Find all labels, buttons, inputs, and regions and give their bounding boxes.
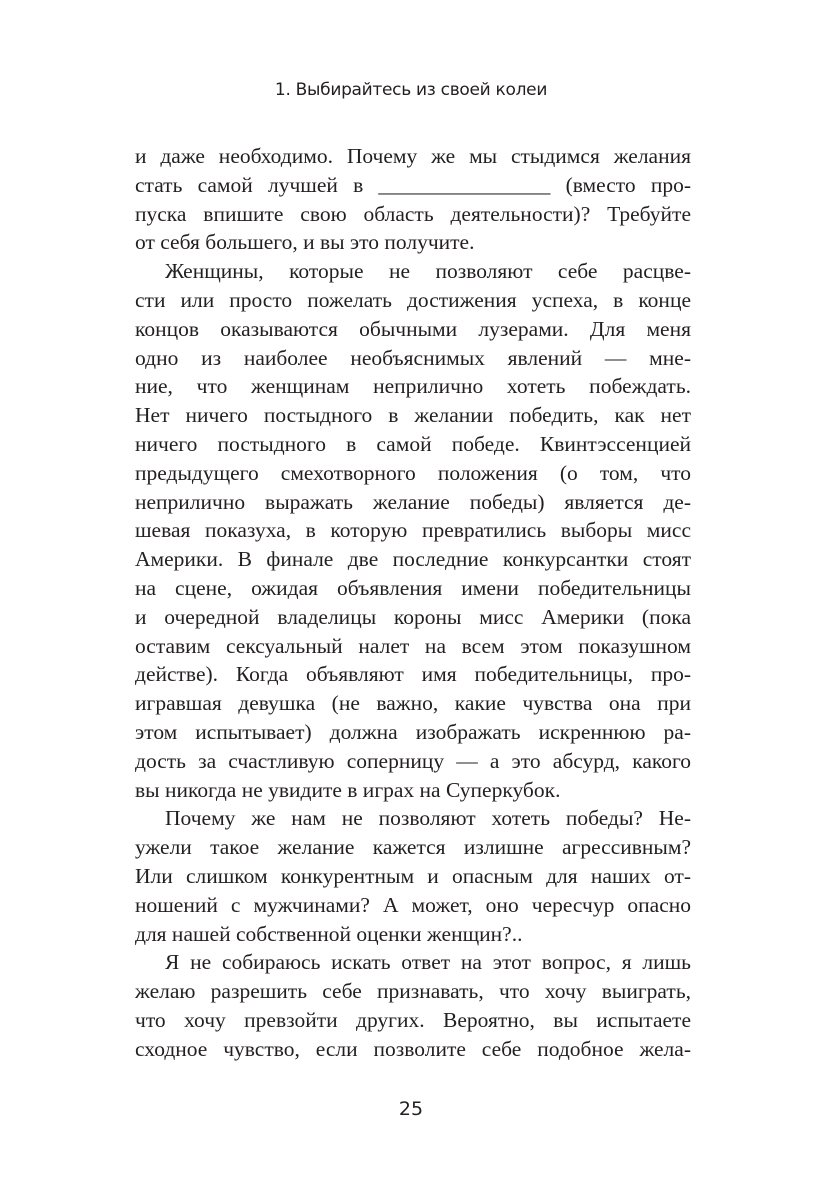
text-line: одно из наиболее необъяснимых явлений — мне- bbox=[135, 345, 691, 370]
text-line: Нет ничего постыдного в желании победить, как нет bbox=[135, 403, 691, 428]
text-line: сходное чувство, если позволите себе подобное жела- bbox=[135, 1036, 691, 1061]
text-line: Почему же нам не позволяют хотеть победы? Не- bbox=[165, 806, 691, 831]
paragraph bbox=[135, 804, 691, 948]
text-line: и даже необходимо. Почему же мы стыдимся желания bbox=[135, 144, 691, 168]
text-line: предыдущего смехотворного положения (о том, что bbox=[135, 460, 691, 485]
text-line: дость за счастливую соперницу — а это абсурд, какого bbox=[135, 748, 691, 773]
text-line: игравшая девушка (не важно, какие чувства она при bbox=[135, 691, 691, 716]
body-text bbox=[135, 142, 691, 1064]
text-line: стать самой лучшей в ________________ (вместо про- bbox=[135, 172, 691, 197]
text-line: для нашей собственной оценки женщин?.. bbox=[135, 921, 523, 946]
running-header: 1. Выбирайтесь из своей колеи bbox=[274, 80, 548, 100]
text-line: ничего постыдного в самой победе. Квинтэссенцией bbox=[135, 431, 691, 456]
text-line: и очередной владелицы короны мисс Америки (пока bbox=[135, 604, 691, 629]
paragraph bbox=[135, 142, 691, 257]
text-line: действе). Когда объявляют имя победительницы, про- bbox=[135, 662, 691, 687]
text-line: оставим сексуальный налет на всем этом показушном bbox=[135, 633, 691, 658]
text-line: ношений с мужчинами? А может, оно чересчур опасно bbox=[135, 892, 691, 917]
text-line: пуска впишите свою область деятельности)? Требуйте bbox=[135, 201, 691, 226]
text-line: сти или просто пожелать достижения успеха, в конце bbox=[135, 287, 691, 312]
text-line: желаю разрешить себе признавать, что хочу выиграть, bbox=[135, 979, 691, 1004]
text-line: этом испытывает) должна изображать искреннюю ра- bbox=[135, 719, 691, 744]
text-line: ние, что женщинам неприлично хотеть побеждать. bbox=[135, 374, 691, 399]
text-line: на сцене, ожидая объявления имени победительницы bbox=[135, 575, 691, 600]
paragraph bbox=[135, 257, 691, 804]
text-line: шевая показуха, в которую превратились выборы мисс bbox=[135, 518, 691, 543]
text-line: Америки. В финале две последние конкурсантки стоят bbox=[135, 547, 691, 572]
paragraph bbox=[135, 948, 691, 1063]
text-line: Я не собираюсь искать ответ на этот вопрос, я лишь bbox=[165, 950, 691, 975]
text-line: Женщины, которые не позволяют себе расцве- bbox=[165, 259, 691, 284]
text-line: неприлично выражать желание победы) является де- bbox=[135, 489, 691, 514]
text-line: вы никогда не увидите в играх на Суперкубок. bbox=[135, 777, 561, 802]
text-line: ужели такое желание кажется излишне агрессивным? bbox=[135, 835, 691, 860]
page-number: 25 bbox=[398, 1098, 424, 1120]
text-line: концов оказываются обычными лузерами. Для меня bbox=[135, 316, 691, 341]
text-line: от себя большего, и вы это получите. bbox=[135, 230, 475, 255]
text-line: Или слишком конкурентным и опасным для наших от- bbox=[135, 863, 691, 888]
text-line: что хочу превзойти других. Вероятно, вы испытаете bbox=[135, 1007, 691, 1032]
